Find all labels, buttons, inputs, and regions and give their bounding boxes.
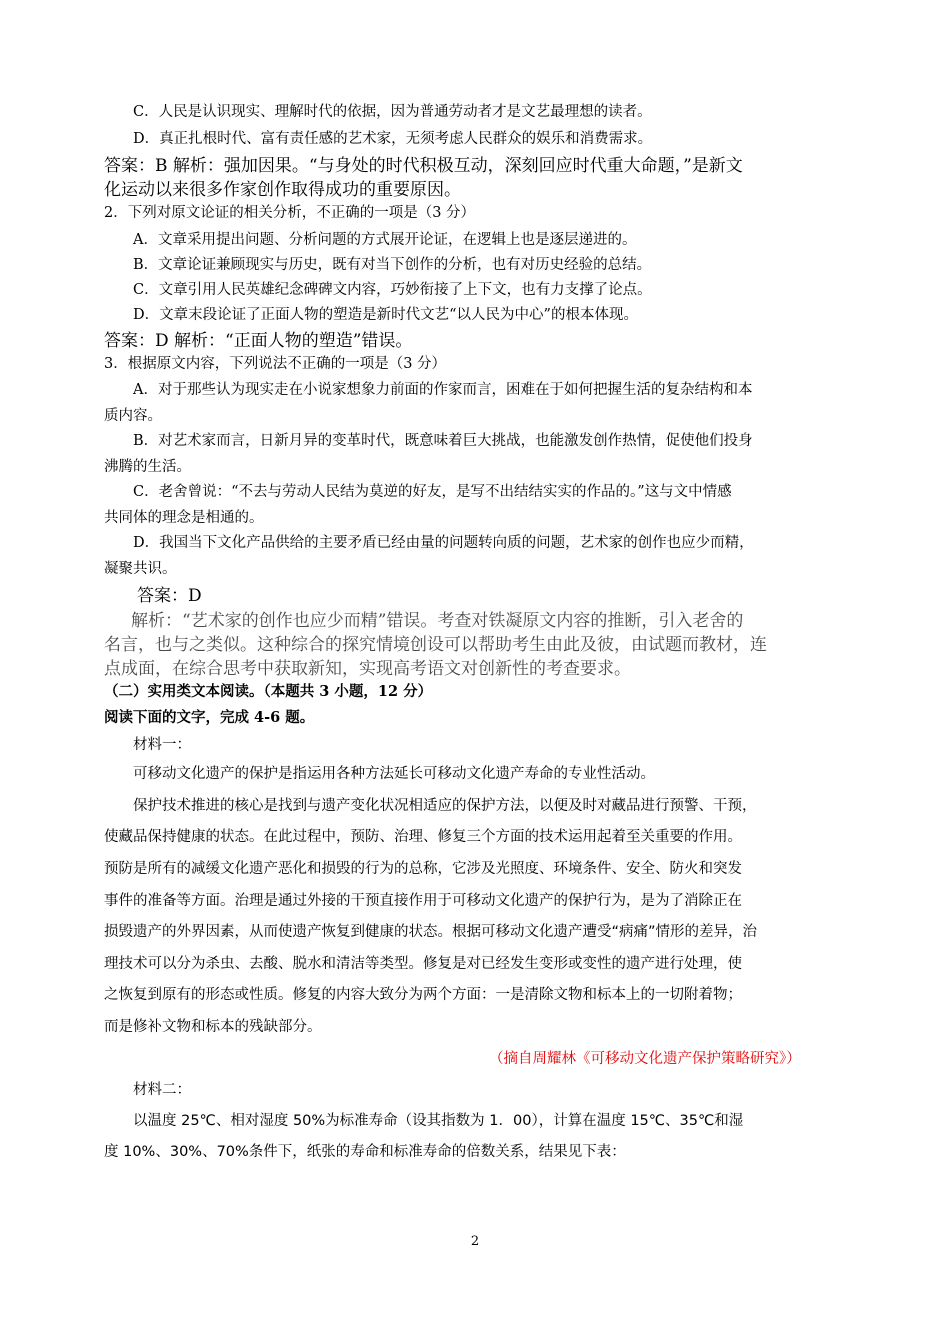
material2-line1: 以温度 25℃、相对湿度 50%为标准寿命（设其指数为 1．00），计算在温度 15℃、35℃和湿 bbox=[133, 1113, 744, 1129]
q3-option-d-line1: D．我国当下文化产品供给的主要矛盾已经由量的问题转向质的问题，艺术家的创作也应少而精， bbox=[133, 535, 754, 551]
q3-option-a-line1: A．对于那些认为现实走在小说家想象力前面的作家而言，困难在于如何把握生活的复杂结构和本 bbox=[133, 382, 753, 398]
material1-line: 使藏品保持健康的状态。在此过程中，预防、治理、修复三个方面的技术运用起着至关重要的作用。 bbox=[104, 829, 742, 845]
material2-title: 材料二： bbox=[133, 1082, 191, 1098]
q3-option-b-line2: 沸腾的生活。 bbox=[104, 459, 191, 475]
material1-source: （摘自周耀林《可移动文化遗产保护策略研究》） bbox=[489, 1051, 801, 1067]
material1-line: 预防是所有的减缓文化遗产恶化和损毁的行为的总称，它涉及光照度、环境条件、安全、防火和突发 bbox=[104, 861, 742, 877]
q2-stem: 2．下列对原文论证的相关分析，不正确的一项是（3 分） bbox=[104, 205, 476, 221]
q1-option-c: C．人民是认识现实、理解时代的依据，因为普通劳动者才是文艺最理想的读者。 bbox=[133, 104, 652, 120]
q3-option-c-line2: 共同体的理念是相通的。 bbox=[104, 510, 264, 526]
q3-stem: 3．根据原文内容，下列说法不正确的一项是（3 分） bbox=[104, 356, 447, 372]
q2-option-d: D．文章末段论证了正面人物的塑造是新时代文艺“以人民为中心”的根本体现。 bbox=[133, 307, 638, 323]
q2-answer: 答案：D 解析：“正面人物的塑造”错误。 bbox=[104, 331, 413, 351]
material1-line: 而是修补文物和标本的残缺部分。 bbox=[104, 1019, 322, 1035]
q3-analysis-line2: 名言，也与之类似。这种综合的探究情境创设可以帮助考生由此及彼，由试题而教材，连 bbox=[104, 635, 767, 655]
q3-analysis-line1: 解析：“艺术家的创作也应少而精”错误。考查对铁凝原文内容的推断，引入老舍的 bbox=[131, 611, 744, 631]
q3-option-a-line2: 质内容。 bbox=[104, 408, 162, 424]
q3-analysis-line3: 点成面，在综合思考中获取新知，实现高考语文对创新性的考查要求。 bbox=[104, 659, 631, 679]
q1-option-d: D．真正扎根时代、富有责任感的艺术家，无须考虑人民群众的娱乐和消费需求。 bbox=[133, 131, 653, 147]
section-instruction: 阅读下面的文字，完成 4-6 题。 bbox=[104, 709, 315, 726]
material1-line: 损毁遗产的外界因素，从而使遗产恢复到健康的状态。根据可移动文化遗产遭受“病痛”情形的差异，治 bbox=[104, 924, 758, 940]
material1-line: 事件的准备等方面。治理是通过外接的干预直接作用于可移动文化遗产的保护行为，是为了消除正在 bbox=[104, 893, 742, 909]
q3-option-c-line1: C．老舍曾说：“不去与劳动人民结为莫逆的好友，是写不出结结实实的作品的。”这与文中情感 bbox=[133, 484, 732, 500]
q3-option-d-line2: 凝聚共识。 bbox=[104, 561, 177, 577]
material1-line: 可移动文化遗产的保护是指运用各种方法延长可移动文化遗产寿命的专业性活动。 bbox=[133, 766, 655, 782]
material2-line2: 度 10%、30%、70%条件下，纸张的寿命和标准寿命的倍数关系，结果见下表： bbox=[104, 1144, 626, 1160]
material1-line: 之恢复到原有的形态或性质。修复的内容大致分为两个方面：一是清除文物和标本上的一切附着物； bbox=[104, 987, 742, 1003]
q3-option-b-line1: B．对艺术家而言，日新月异的变革时代，既意味着巨大挑战，也能激发创作热情，促使他们投身 bbox=[133, 433, 753, 449]
q3-answer: 答案：D bbox=[137, 586, 202, 606]
material1-title: 材料一： bbox=[133, 737, 191, 753]
q2-option-a: A．文章采用提出问题、分析问题的方式展开论证，在逻辑上也是逐层递进的。 bbox=[133, 232, 637, 248]
page-number: 2 bbox=[470, 1234, 480, 1249]
material1-line: 理技术可以分为杀虫、去酸、脱水和清洁等类型。修复是对已经发生变形或变性的遗产进行处理，使 bbox=[104, 956, 742, 972]
q2-option-b: B．文章论证兼顾现实与历史，既有对当下创作的分析，也有对历史经验的总结。 bbox=[133, 257, 652, 273]
section-heading: （二）实用类文本阅读。（本题共 3 小题，12 分） bbox=[104, 683, 433, 700]
q1-answer-line1: 答案：B 解析：强加因果。“与身处的时代积极互动，深刻回应时代重大命题，”是新文 bbox=[104, 156, 743, 176]
q1-answer-line2: 化运动以来很多作家创作取得成功的重要原因。 bbox=[104, 180, 461, 200]
q2-option-c: C．文章引用人民英雄纪念碑碑文内容，巧妙衔接了上下文，也有力支撑了论点。 bbox=[133, 282, 652, 298]
material1-line: 保护技术推进的核心是找到与遗产变化状况相适应的保护方法，以便及时对藏品进行预警、干预， bbox=[133, 798, 757, 814]
